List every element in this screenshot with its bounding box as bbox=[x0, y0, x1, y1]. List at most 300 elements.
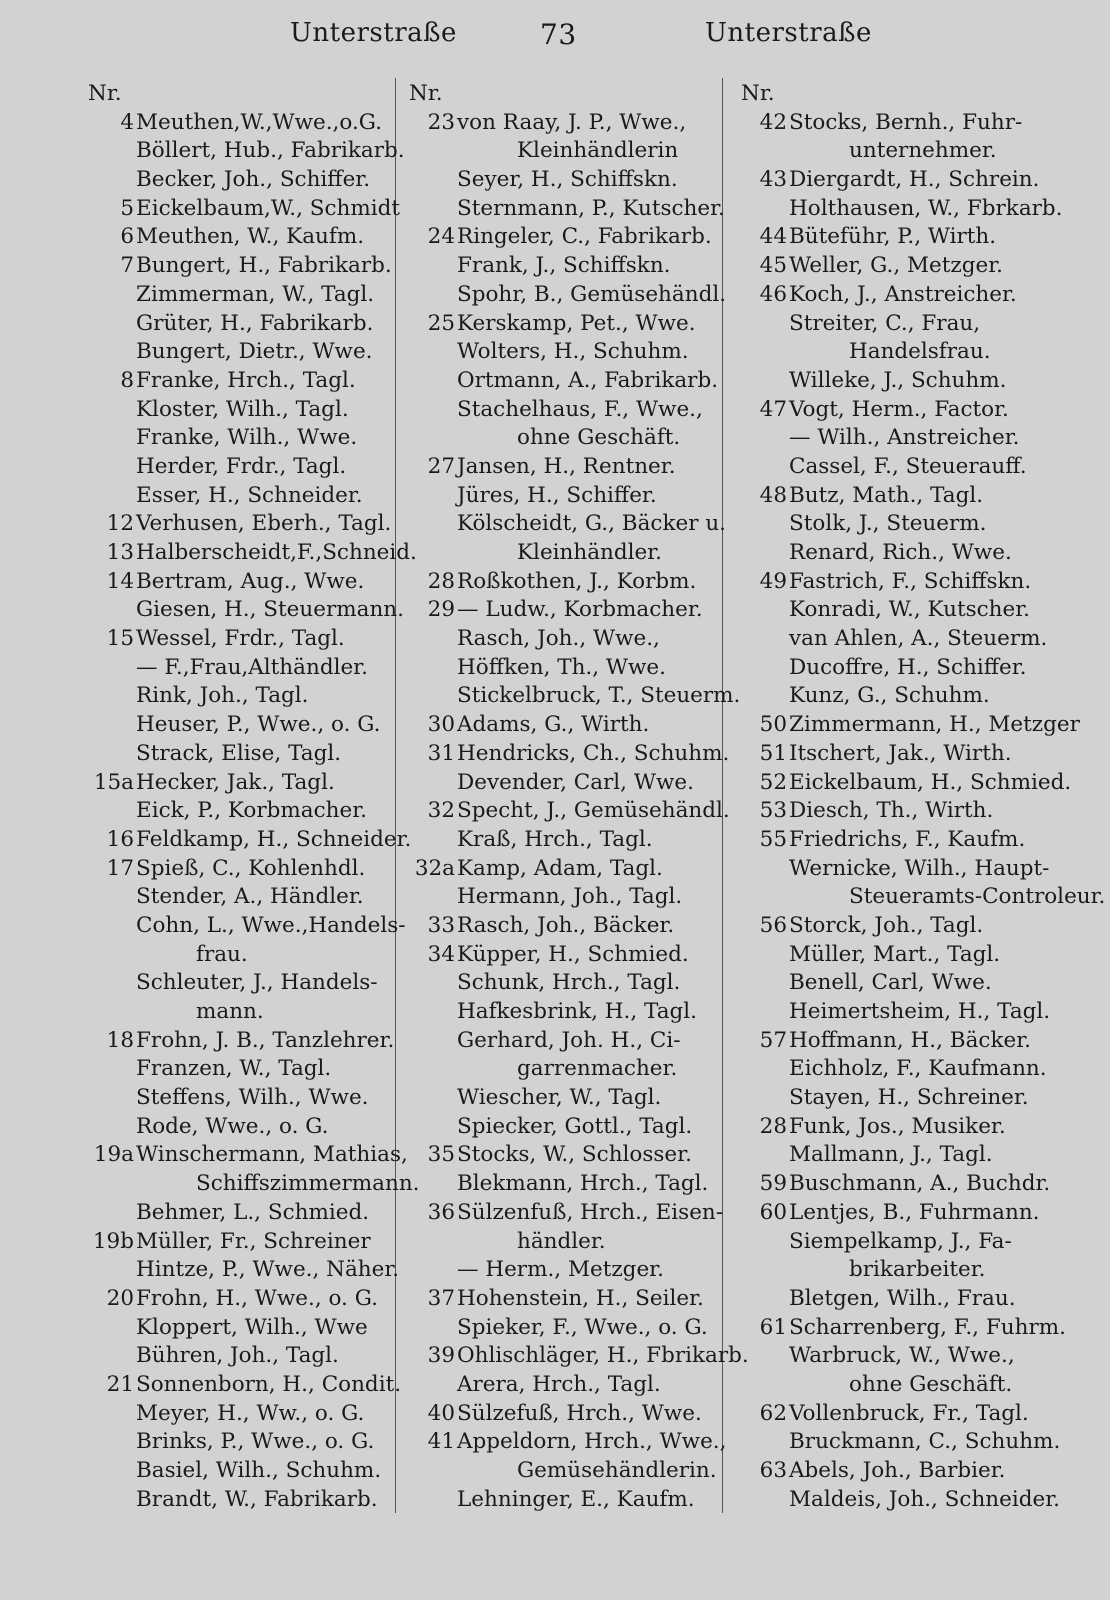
directory-entry bbox=[737, 539, 1053, 568]
house-number bbox=[737, 367, 789, 396]
house-number bbox=[737, 1141, 789, 1170]
house-number bbox=[737, 682, 789, 711]
house-number bbox=[84, 596, 136, 625]
resident-entry: Spieß, C., Kohlenhdl. bbox=[136, 855, 366, 881]
resident-entry: garrenmacher. bbox=[517, 1056, 678, 1082]
directory-entry bbox=[737, 568, 1053, 597]
house-number bbox=[405, 137, 457, 166]
directory-entry bbox=[84, 1113, 389, 1142]
resident-entry: Hecker, Jak., Tagl. bbox=[136, 769, 335, 795]
house-number bbox=[405, 539, 457, 568]
directory-entry bbox=[405, 424, 717, 453]
resident-entry: Kölscheidt, G., Bäcker u. bbox=[457, 511, 727, 537]
resident-entry: Winschermann, Mathias, bbox=[136, 1142, 408, 1168]
house-number bbox=[84, 1199, 136, 1228]
house-number: 7 bbox=[120, 253, 134, 279]
resident-entry: Koch, J., Anstreicher. bbox=[789, 281, 1017, 307]
resident-entry: Schunk, Hrch., Tagl. bbox=[457, 970, 681, 996]
resident-entry: Müller, Fr., Schreiner bbox=[136, 1228, 371, 1254]
page-number: 73 bbox=[540, 18, 577, 51]
header-street-left: Unterstraße bbox=[290, 18, 457, 48]
column-divider bbox=[395, 78, 396, 1513]
resident-entry: Esser, H., Schneider. bbox=[136, 482, 363, 508]
house-number bbox=[84, 654, 136, 683]
house-number bbox=[84, 682, 136, 711]
resident-entry: Kunz, G., Schuhm. bbox=[789, 683, 990, 709]
directory-entry bbox=[737, 855, 1053, 884]
directory-entry bbox=[737, 223, 1053, 252]
resident-entry: Lentjes, B., Fuhrmann. bbox=[789, 1199, 1040, 1225]
resident-entry: Stocks, Bernh., Fuhr- bbox=[789, 109, 1023, 135]
resident-entry: Benell, Carl, Wwe. bbox=[789, 970, 992, 996]
house-number: 30 bbox=[427, 712, 455, 738]
resident-entry: Hintze, P., Wwe., Näher. bbox=[136, 1257, 400, 1283]
directory-entry bbox=[405, 855, 717, 884]
directory-entry bbox=[405, 1285, 717, 1314]
house-number bbox=[405, 1084, 457, 1113]
resident-entry: Vogt, Herm., Factor. bbox=[789, 396, 1009, 422]
resident-entry: Brandt, W., Fabrikarb. bbox=[136, 1486, 378, 1512]
resident-entry: Hermann, Joh., Tagl. bbox=[457, 884, 683, 910]
resident-entry: Ducoffre, H., Schiffer. bbox=[789, 654, 1027, 680]
house-number bbox=[737, 654, 789, 683]
house-number: 16 bbox=[106, 826, 134, 852]
house-number bbox=[405, 166, 457, 195]
house-number: 23 bbox=[427, 109, 455, 135]
resident-entry: Renard, Rich., Wwe. bbox=[789, 540, 1012, 565]
directory-entry bbox=[84, 568, 389, 597]
house-number: 50 bbox=[759, 712, 787, 738]
house-number bbox=[737, 1285, 789, 1314]
resident-entry: — Wilh., Anstreicher. bbox=[789, 425, 1020, 451]
directory-entry bbox=[84, 912, 406, 941]
house-number: 53 bbox=[759, 798, 787, 824]
directory-entry bbox=[737, 969, 1053, 998]
directory-entry bbox=[84, 338, 389, 367]
resident-entry: Buschmann, A., Buchdr. bbox=[789, 1171, 1051, 1197]
resident-entry: Stolk, J., Steuerm. bbox=[789, 511, 987, 537]
resident-entry: händler. bbox=[517, 1228, 606, 1254]
directory-entry bbox=[405, 367, 717, 396]
directory-entry bbox=[84, 195, 401, 224]
resident-entry: Ringeler, C., Fabrikarb. bbox=[457, 224, 712, 250]
house-number bbox=[405, 826, 457, 855]
directory-entry bbox=[737, 1027, 1053, 1056]
resident-entry: Bletgen, Wilh., Frau. bbox=[789, 1285, 1016, 1311]
resident-entry: Stocks, W., Schlosser. bbox=[457, 1142, 692, 1168]
resident-entry: — F.,Frau,Althändler. bbox=[136, 654, 368, 680]
house-number bbox=[84, 1400, 136, 1429]
directory-entry bbox=[405, 1457, 717, 1486]
house-number bbox=[737, 1486, 789, 1515]
resident-entry: unternehmer. bbox=[849, 138, 997, 164]
directory-entry bbox=[84, 424, 389, 453]
house-number: 5 bbox=[120, 195, 134, 221]
resident-entry: Spohr, B., Gemüsehändl. bbox=[457, 281, 727, 307]
nr-label: Nr. bbox=[88, 81, 122, 106]
resident-entry: Roßkothen, J., Korbm. bbox=[457, 568, 697, 594]
resident-entry: Schiffszimmermann. bbox=[196, 1171, 420, 1197]
resident-entry: Kamp, Adam, Tagl. bbox=[457, 855, 663, 881]
directory-entry bbox=[405, 1371, 717, 1400]
resident-entry: — Herm., Metzger. bbox=[457, 1257, 664, 1283]
directory-entry bbox=[405, 1256, 717, 1285]
directory-entry bbox=[737, 453, 1053, 482]
directory-entry bbox=[405, 1027, 717, 1056]
directory-entry bbox=[84, 1027, 395, 1056]
directory-entry bbox=[737, 1428, 1061, 1457]
resident-entry: Streiter, C., Frau, bbox=[789, 310, 981, 336]
resident-entry: Konradi, W., Kutscher. bbox=[789, 597, 1030, 623]
nr-label: Nr. bbox=[409, 81, 443, 106]
house-number: 27 bbox=[427, 453, 455, 479]
house-number: 12 bbox=[106, 511, 134, 537]
house-number bbox=[84, 969, 136, 998]
resident-entry: Gerhard, Joh. H., Ci- bbox=[457, 1027, 681, 1053]
house-number bbox=[737, 969, 789, 998]
directory-entry bbox=[84, 654, 389, 683]
resident-entry: Eichholz, F., Kaufmann. bbox=[789, 1056, 1047, 1082]
house-number bbox=[405, 510, 457, 539]
directory-entry bbox=[405, 223, 717, 252]
house-number bbox=[84, 338, 136, 367]
directory-entry bbox=[737, 826, 1053, 855]
directory-entry bbox=[737, 424, 1053, 453]
house-number: 40 bbox=[427, 1400, 455, 1426]
directory-entry bbox=[405, 1400, 717, 1429]
directory-entry bbox=[737, 682, 1053, 711]
directory-entry bbox=[84, 1486, 389, 1515]
directory-entry bbox=[737, 195, 1063, 224]
resident-entry: Meyer, H., Ww., o. G. bbox=[136, 1400, 365, 1426]
house-number: 49 bbox=[759, 568, 787, 594]
resident-entry: Franzen, W., Tagl. bbox=[136, 1056, 332, 1082]
directory-entry bbox=[84, 109, 389, 138]
resident-entry: Stickelbruck, T., Steuerm. bbox=[457, 683, 741, 709]
directory-entry bbox=[737, 1199, 1053, 1228]
resident-entry: Zimmermann, H., Metzger bbox=[789, 712, 1080, 738]
resident-entry: Wiescher, W., Tagl. bbox=[457, 1085, 662, 1111]
directory-entry bbox=[84, 166, 389, 195]
resident-entry: Heimertsheim, H., Tagl. bbox=[789, 999, 1051, 1024]
house-number bbox=[84, 310, 136, 339]
house-number bbox=[405, 998, 457, 1027]
resident-entry: frau. bbox=[196, 941, 248, 967]
house-number bbox=[84, 137, 136, 166]
house-number bbox=[405, 396, 457, 425]
house-number bbox=[737, 424, 789, 453]
house-number bbox=[84, 883, 136, 912]
resident-entry: Müller, Mart., Tagl. bbox=[789, 941, 1001, 967]
directory-entry bbox=[737, 510, 1053, 539]
resident-entry: Lehninger, E., Kaufm. bbox=[457, 1486, 695, 1512]
directory-entry bbox=[84, 252, 392, 281]
house-number: 56 bbox=[759, 912, 787, 938]
house-number: 48 bbox=[759, 482, 787, 508]
resident-entry: Stender, A., Händler. bbox=[136, 884, 364, 910]
house-number bbox=[405, 769, 457, 798]
resident-entry: Bungert, Dietr., Wwe. bbox=[136, 339, 373, 365]
resident-entry: Butz, Math., Tagl. bbox=[789, 482, 984, 508]
resident-entry: Stayen, H., Schreiner. bbox=[789, 1085, 1029, 1111]
resident-entry: Heuser, P., Wwe., o. G. bbox=[136, 712, 381, 738]
directory-entry bbox=[405, 769, 717, 798]
house-number bbox=[405, 654, 457, 683]
resident-entry: Stachelhaus, F., Wwe., bbox=[457, 396, 703, 422]
resident-entry: Blekmann, Hrch., Tagl. bbox=[457, 1171, 709, 1197]
resident-entry: Meuthen,W.,Wwe.,o.G. bbox=[136, 109, 383, 135]
house-number bbox=[405, 1314, 457, 1343]
house-number: 60 bbox=[759, 1199, 787, 1225]
house-number: 46 bbox=[759, 281, 787, 307]
house-number: 24 bbox=[427, 224, 455, 250]
directory-entry bbox=[737, 367, 1053, 396]
resident-entry: Scharrenberg, F., Fuhrm. bbox=[789, 1314, 1066, 1340]
directory-column-3 bbox=[737, 80, 1106, 1514]
house-number bbox=[84, 1428, 136, 1457]
directory-entry bbox=[405, 1113, 717, 1142]
house-number: 32 bbox=[427, 798, 455, 824]
resident-entry: Handelsfrau. bbox=[849, 339, 991, 365]
resident-entry: Hohenstein, H., Seiler. bbox=[457, 1285, 704, 1311]
house-number bbox=[405, 424, 457, 453]
directory-entry bbox=[737, 797, 1053, 826]
house-number: 18 bbox=[106, 1027, 134, 1053]
resident-entry: Franke, Wilh., Wwe. bbox=[136, 425, 358, 451]
directory-entry bbox=[405, 797, 730, 826]
directory-entry bbox=[737, 1170, 1053, 1199]
house-number bbox=[737, 941, 789, 970]
directory-entry bbox=[405, 1342, 749, 1371]
house-number bbox=[84, 941, 136, 970]
house-number bbox=[84, 424, 136, 453]
house-number: 28 bbox=[427, 568, 455, 594]
directory-entry bbox=[737, 1486, 1060, 1515]
resident-entry: Sternmann, P., Kutscher. bbox=[457, 195, 725, 221]
resident-entry: Verhusen, Eberh., Tagl. bbox=[136, 511, 392, 537]
house-number bbox=[405, 883, 457, 912]
directory-entry bbox=[405, 109, 717, 138]
resident-entry: Kloppert, Wilh., Wwe bbox=[136, 1314, 368, 1340]
house-number bbox=[84, 166, 136, 195]
directory-entry bbox=[405, 539, 717, 568]
directory-entry bbox=[737, 711, 1080, 740]
directory-entry bbox=[405, 654, 717, 683]
house-number bbox=[737, 1428, 789, 1457]
directory-entry bbox=[737, 482, 1053, 511]
resident-entry: Wolters, H., Schuhm. bbox=[457, 339, 689, 365]
house-number bbox=[84, 1486, 136, 1515]
resident-entry: Siempelkamp, J., Fa- bbox=[789, 1228, 1012, 1254]
resident-entry: Grüter, H., Fabrikarb. bbox=[136, 310, 374, 336]
directory-entry bbox=[84, 769, 389, 798]
house-number bbox=[405, 281, 457, 310]
house-number bbox=[84, 797, 136, 826]
house-number bbox=[737, 137, 789, 166]
house-number: 4 bbox=[120, 109, 134, 135]
directory-entry bbox=[405, 1199, 724, 1228]
resident-entry: Mallmann, J., Tagl. bbox=[789, 1142, 993, 1168]
house-number: 52 bbox=[759, 769, 787, 795]
directory-entry bbox=[405, 625, 717, 654]
house-number bbox=[737, 1256, 789, 1285]
resident-entry: Wessel, Frdr., Tagl. bbox=[136, 626, 345, 652]
house-number bbox=[405, 969, 457, 998]
house-number bbox=[84, 281, 136, 310]
house-number: 19a bbox=[93, 1142, 134, 1168]
house-number bbox=[405, 1113, 457, 1142]
house-number bbox=[405, 1457, 457, 1486]
resident-entry: Franke, Hrch., Tagl. bbox=[136, 367, 356, 393]
directory-entry bbox=[405, 1170, 717, 1199]
directory-entry bbox=[405, 510, 727, 539]
directory-entry bbox=[737, 912, 1053, 941]
house-number: 45 bbox=[759, 253, 787, 279]
directory-entry bbox=[737, 1141, 1053, 1170]
house-number: 62 bbox=[759, 1400, 787, 1426]
directory-entry bbox=[84, 1199, 389, 1228]
directory-entry bbox=[405, 912, 717, 941]
resident-entry: Appeldorn, Hrch., Wwe., bbox=[457, 1429, 727, 1455]
resident-entry: Feldkamp, H., Schneider. bbox=[136, 826, 412, 852]
house-number: 35 bbox=[427, 1142, 455, 1168]
page-header bbox=[0, 18, 1110, 62]
house-number bbox=[405, 367, 457, 396]
directory-entry bbox=[737, 396, 1053, 425]
resident-entry: Kloster, Wilh., Tagl. bbox=[136, 396, 349, 422]
house-number: 15a bbox=[93, 769, 134, 795]
directory-entry bbox=[84, 137, 405, 166]
resident-entry: Frohn, H., Wwe., o. G. bbox=[136, 1285, 378, 1311]
directory-entry bbox=[737, 883, 1106, 912]
directory-entry bbox=[84, 855, 389, 884]
resident-entry: Küpper, H., Schmied. bbox=[457, 941, 689, 967]
directory-entry bbox=[737, 1342, 1053, 1371]
resident-entry: Diesch, Th., Wirth. bbox=[789, 798, 994, 824]
house-number: 37 bbox=[427, 1285, 455, 1311]
resident-entry: Abels, Joh., Barbier. bbox=[789, 1458, 1006, 1483]
house-number bbox=[84, 912, 136, 941]
house-number: 51 bbox=[759, 740, 787, 766]
directory-entry bbox=[405, 568, 717, 597]
resident-entry: Brinks, P., Wwe., o. G. bbox=[136, 1429, 375, 1455]
house-number: 15 bbox=[106, 626, 134, 652]
resident-entry: Friedrichs, F., Kaufm. bbox=[789, 826, 1026, 852]
directory-entry bbox=[84, 1371, 402, 1400]
resident-entry: Büteführ, P., Wirth. bbox=[789, 224, 997, 250]
house-number: 19b bbox=[92, 1228, 134, 1254]
resident-entry: Eick, P., Korbmacher. bbox=[136, 798, 367, 824]
house-number bbox=[405, 625, 457, 654]
directory-entry bbox=[737, 998, 1053, 1027]
directory-entry bbox=[737, 740, 1053, 769]
resident-entry: Bertram, Aug., Wwe. bbox=[136, 568, 365, 594]
house-number bbox=[737, 998, 789, 1027]
resident-entry: Kleinhändlerin bbox=[517, 138, 679, 164]
house-number bbox=[84, 1342, 136, 1371]
house-number: 34 bbox=[427, 941, 455, 967]
directory-entry bbox=[405, 969, 717, 998]
directory-entry bbox=[405, 998, 717, 1027]
directory-entry bbox=[737, 281, 1053, 310]
directory-entry bbox=[84, 1141, 408, 1170]
directory-entry bbox=[84, 941, 389, 970]
directory-entry bbox=[737, 625, 1053, 654]
house-number bbox=[737, 338, 789, 367]
directory-entry bbox=[405, 396, 717, 425]
resident-entry: Zimmerman, W., Tagl. bbox=[136, 281, 375, 307]
house-number bbox=[84, 998, 136, 1027]
directory-entry bbox=[737, 252, 1053, 281]
directory-entry bbox=[737, 1256, 1053, 1285]
directory-entry bbox=[405, 711, 717, 740]
house-number bbox=[84, 1457, 136, 1486]
resident-entry: Eickelbaum,W., Schmidt bbox=[136, 195, 401, 221]
directory-entry bbox=[405, 310, 717, 339]
resident-entry: — Ludw., Korbmacher. bbox=[457, 597, 703, 623]
directory-entry bbox=[737, 1084, 1053, 1113]
directory-entry bbox=[84, 1256, 400, 1285]
resident-entry: mann. bbox=[196, 999, 264, 1024]
house-number bbox=[405, 195, 457, 224]
house-number bbox=[405, 682, 457, 711]
house-number: 47 bbox=[759, 396, 787, 422]
house-number bbox=[84, 396, 136, 425]
resident-entry: ohne Geschäft. bbox=[849, 1371, 1013, 1397]
directory-entry bbox=[737, 1055, 1053, 1084]
resident-entry: Warbruck, W., Wwe., bbox=[789, 1343, 1015, 1369]
house-number bbox=[84, 711, 136, 740]
house-number: 6 bbox=[120, 224, 134, 250]
resident-entry: Steueramts-Controleur. bbox=[849, 884, 1106, 910]
house-number: 44 bbox=[759, 224, 787, 250]
directory-entry bbox=[737, 654, 1053, 683]
directory-entry bbox=[84, 682, 389, 711]
directory-entry bbox=[737, 1400, 1053, 1429]
house-number: 28 bbox=[759, 1113, 787, 1139]
directory-entry bbox=[405, 281, 727, 310]
resident-entry: ohne Geschäft. bbox=[517, 425, 681, 451]
directory-entry bbox=[737, 596, 1053, 625]
header-street-right: Unterstraße bbox=[705, 18, 872, 48]
resident-entry: Rink, Joh., Tagl. bbox=[136, 683, 309, 709]
house-number: 32a bbox=[414, 855, 455, 881]
house-number bbox=[405, 338, 457, 367]
house-number bbox=[84, 1314, 136, 1343]
house-number bbox=[405, 1170, 457, 1199]
resident-entry: Ortmann, A., Fabrikarb. bbox=[457, 367, 719, 393]
resident-entry: Sülzefuß, Hrch., Wwe. bbox=[457, 1400, 702, 1426]
resident-entry: Spieker, F., Wwe., o. G. bbox=[457, 1314, 708, 1340]
house-number bbox=[737, 1342, 789, 1371]
resident-entry: Itschert, Jak., Wirth. bbox=[789, 740, 1012, 766]
resident-entry: Eickelbaum, H., Schmied. bbox=[789, 769, 1072, 795]
house-number bbox=[84, 482, 136, 511]
directory-entry bbox=[405, 482, 717, 511]
directory-entry bbox=[84, 281, 389, 310]
house-number: 14 bbox=[106, 568, 134, 594]
house-number: 33 bbox=[427, 912, 455, 938]
resident-entry: Jüres, H., Schiffer. bbox=[457, 482, 657, 508]
house-number bbox=[405, 1055, 457, 1084]
directory-entry bbox=[84, 310, 389, 339]
directory-entry bbox=[405, 1486, 717, 1515]
resident-entry: Steffens, Wilh., Wwe. bbox=[136, 1085, 369, 1111]
resident-entry: Cassel, F., Steuerauff. bbox=[789, 453, 1027, 479]
directory-entry bbox=[405, 883, 717, 912]
resident-entry: van Ahlen, A., Steuerm. bbox=[789, 626, 1048, 652]
house-number: 8 bbox=[120, 367, 134, 393]
